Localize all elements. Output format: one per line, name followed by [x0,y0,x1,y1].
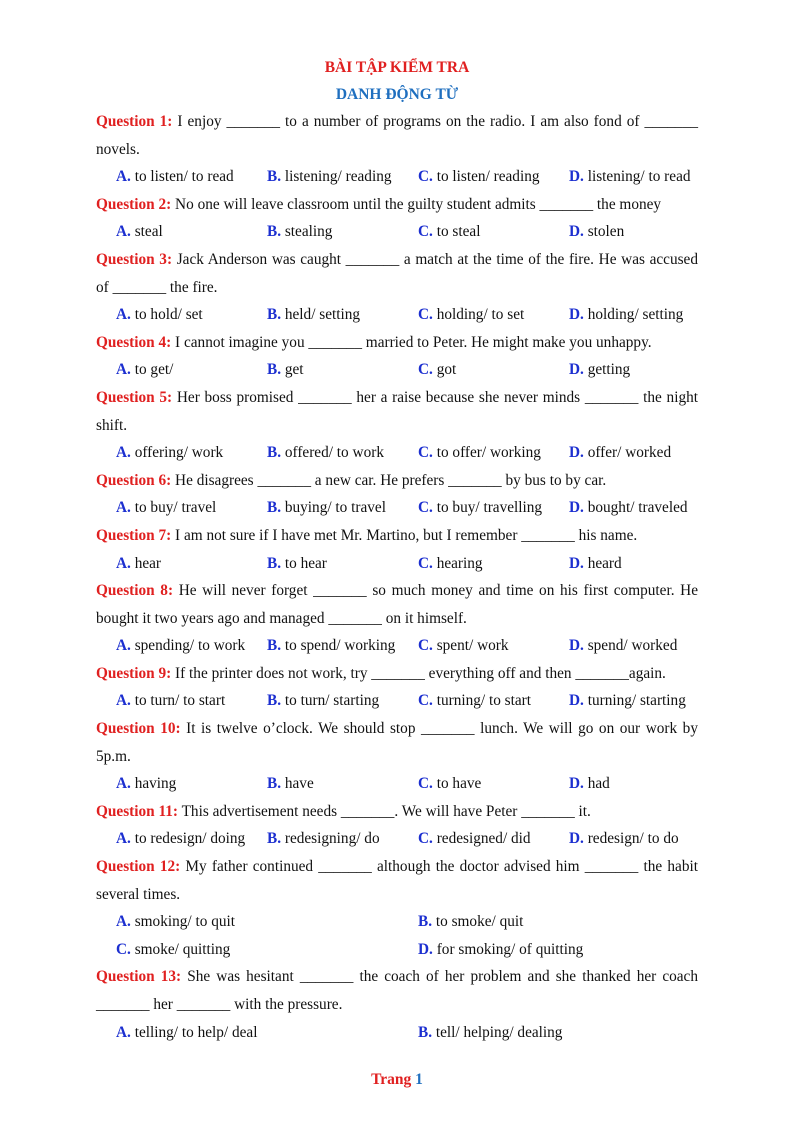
option-a[interactable] [116,687,267,715]
option-letter: C. [418,775,433,793]
option-letter: D. [569,306,584,324]
option-a[interactable] [116,770,267,798]
option-text: to get/ [130,361,174,379]
option-letter: C. [418,692,433,710]
question-text: I cannot imagine you _______ married to Peter. He might make you unhappy. [171,333,652,351]
option-text: to listen/ to read [130,168,234,186]
option-c[interactable] [418,218,569,246]
option-letter: D. [569,168,584,186]
option-text: holding/ to set [432,306,525,324]
option-letter: A. [116,554,131,572]
option-text: to turn/ to start [130,692,226,710]
question-text: He disagrees _______ a new car. He prefers _______ by bus to by car. [171,471,607,489]
option-a[interactable] [116,301,267,329]
option-b[interactable] [267,687,418,715]
option-a[interactable] [116,632,267,660]
option-text: for smoking/ of quitting [432,940,584,958]
page-subtitle: DANH ĐỘNG TỪ [335,86,459,103]
option-letter: B. [267,830,282,848]
option-a[interactable] [116,218,267,246]
option-text: buying/ to travel [281,499,386,517]
question-label: Question 7: [96,526,172,544]
option-text: tell/ helping/ dealing [432,1023,563,1041]
question-5 [96,384,698,439]
option-text: redesigned/ did [432,830,531,848]
question-label: Question 11: [96,802,179,820]
option-text: to hold/ set [130,306,203,324]
option-text: to buy/ travelling [432,499,543,517]
option-c[interactable] [418,439,569,467]
option-d[interactable] [569,494,720,522]
option-text: to offer/ working [432,444,541,462]
option-letter: B. [267,223,282,241]
question-6 [96,467,698,495]
option-letter: B. [267,361,282,379]
option-text: heard [583,554,622,572]
option-text: to steal [432,223,481,241]
option-d[interactable] [569,550,720,578]
option-b[interactable] [267,825,418,853]
question-label: Question 3: [96,250,173,268]
question-text: This advertisement needs _______. We will have Peter _______ it. [178,802,591,820]
option-text: held/ setting [281,306,361,324]
option-letter: C. [418,223,433,241]
question-label: Question 4: [96,333,172,351]
option-letter: D. [569,361,584,379]
question-text: If the printer does not work, try _______ everything off and then _______again. [171,664,666,682]
question-label: Question 6: [96,471,172,489]
option-letter: C. [418,499,433,517]
option-d[interactable] [569,356,720,384]
option-letter: B. [418,913,433,931]
option-letter: A. [116,775,131,793]
option-letter: B. [267,637,282,655]
option-letter: B. [267,775,282,793]
question-label: Question 1: [96,113,173,130]
option-text: redesign/ to do [583,830,679,848]
question-text: I enjoy _______ to a number of programs on the radio. I am also fond of _______ novels. [96,113,699,158]
option-letter: D. [569,444,584,462]
question-label: Question 5: [96,388,173,406]
option-letter: B. [267,444,282,462]
option-text: had [583,775,610,793]
option-text: to turn/ starting [281,692,380,710]
options-row [96,218,698,246]
question-13 [96,963,698,1018]
options-row [96,936,698,964]
option-text: to spend/ working [281,637,396,655]
option-text: turning/ starting [583,692,686,710]
option-a[interactable] [116,908,418,936]
options-row [96,770,698,798]
option-text: bought/ traveled [583,499,688,517]
option-letter: C. [116,940,131,958]
question-10 [96,715,698,770]
option-text: steal [130,223,163,241]
option-b[interactable] [267,550,418,578]
options-row [96,356,698,384]
option-text: hear [130,554,162,572]
option-letter: D. [569,637,584,655]
option-letter: B. [267,499,282,517]
option-letter: D. [569,830,584,848]
option-d[interactable] [569,632,720,660]
option-text: spent/ work [432,637,509,655]
option-a[interactable] [116,439,267,467]
option-a[interactable] [116,163,267,191]
option-a[interactable] [116,825,267,853]
option-text: getting [583,361,631,379]
option-text: turning/ to start [432,692,532,710]
question-text: It is twelve o’clock. We should stop _______ lunch. We will go on our work by 5p.m. [96,720,698,765]
question-label: Question 2: [96,195,172,213]
option-letter: A. [116,361,131,379]
option-a[interactable] [116,494,267,522]
option-c[interactable] [418,770,569,798]
option-c[interactable] [418,687,569,715]
option-letter: A. [116,692,131,710]
option-d[interactable] [569,825,720,853]
option-letter: D. [569,692,584,710]
option-letter: B. [267,306,282,324]
option-letter: B. [267,692,282,710]
option-text: offer/ worked [583,444,672,462]
question-3 [96,246,698,301]
option-d[interactable] [569,218,720,246]
option-letter: A. [116,499,131,517]
option-letter: A. [116,306,131,324]
question-text: I am not sure if I have met Mr. Martino, but I remember _______ his name. [171,526,638,544]
page-footer [0,1071,794,1089]
question-label: Question 9: [96,664,172,682]
option-b[interactable] [267,218,418,246]
question-label: Question 10: [96,720,181,738]
question-text: My father continued _______ although the doctor advised him _______ the habit several times. [96,858,698,903]
option-d[interactable] [418,936,720,964]
option-letter: A. [116,168,131,186]
option-text: holding/ setting [583,306,684,324]
option-letter: D. [569,499,584,517]
option-b[interactable] [267,439,418,467]
option-b[interactable] [267,301,418,329]
question-label: Question 12: [96,858,181,876]
option-letter: C. [418,554,433,572]
option-text: have [281,775,314,793]
option-text: get [281,361,304,379]
option-text: smoking/ to quit [130,913,235,931]
question-text: She was hesitant _______ the coach of her problem and she thanked her coach _______ her _______ with the pressure. [96,968,698,1013]
page-content [96,54,698,1046]
option-b[interactable] [267,494,418,522]
option-text: listening/ to read [583,168,691,186]
question-1 [96,108,698,163]
option-a[interactable] [116,356,267,384]
option-letter: C. [418,444,433,462]
option-letter: C. [418,361,433,379]
option-letter: C. [418,168,433,186]
footer-page-word: Trang [371,1071,412,1088]
question-4 [96,329,698,357]
question-2 [96,191,698,219]
option-text: to have [432,775,482,793]
option-d[interactable] [569,770,720,798]
option-text: to hear [281,554,327,572]
question-label: Question 13: [96,968,182,986]
option-c[interactable] [418,494,569,522]
option-letter: C. [418,637,433,655]
option-letter: A. [116,223,131,241]
option-text: stolen [583,223,625,241]
question-text: Her boss promised _______ her a raise because she never minds _______ the night shift. [96,388,698,434]
option-text: stealing [281,223,333,241]
option-letter: A. [116,830,131,848]
option-text: smoke/ quitting [130,940,231,958]
option-text: hearing [432,554,483,572]
option-letter: D. [418,940,433,958]
option-letter: A. [116,913,131,931]
option-b[interactable] [267,356,418,384]
option-letter: A. [116,444,131,462]
option-d[interactable] [569,163,720,191]
option-c[interactable] [418,163,569,191]
option-d[interactable] [569,301,720,329]
option-c[interactable] [418,550,569,578]
question-text: No one will leave classroom until the guilty student admits _______ the money [171,195,662,213]
option-a[interactable] [116,550,267,578]
option-c[interactable] [116,936,418,964]
page-number: 1 [415,1071,423,1088]
options-row [96,687,698,715]
options-row [96,825,698,853]
option-letter: D. [569,775,584,793]
question-text: He will never forget _______ so much money and time on his first computer. He bought it two years ago and managed _______ on it himself. [96,582,698,627]
options-row [96,439,698,467]
question-7 [96,522,698,550]
option-d[interactable] [569,687,720,715]
options-row [96,632,698,660]
option-text: listening/ reading [281,168,392,186]
option-text: to smoke/ quit [432,913,524,931]
options-row [96,1019,698,1047]
option-letter: B. [418,1023,433,1041]
option-text: to listen/ reading [432,168,540,186]
question-8 [96,577,698,632]
options-row [96,301,698,329]
option-c[interactable] [418,356,569,384]
page-title: BÀI TẬP KIỂM TRA [324,59,470,76]
option-text: spend/ worked [583,637,678,655]
option-letter: A. [116,637,131,655]
options-row [96,550,698,578]
option-letter: B. [267,554,282,572]
option-d[interactable] [569,439,720,467]
option-letter: C. [418,830,433,848]
options-row [96,163,698,191]
option-text: to buy/ travel [130,499,217,517]
option-letter: A. [116,1023,131,1041]
option-letter: B. [267,168,282,186]
option-b[interactable] [418,1019,720,1047]
question-label: Question 8: [96,582,174,600]
option-text: redesigning/ do [281,830,380,848]
option-text: telling/ to help/ deal [130,1023,258,1041]
question-text: Jack Anderson was caught _______ a match at the time of the fire. He was accused of _______ the fire. [96,250,698,296]
options-row [96,908,698,936]
option-text: offering/ work [130,444,224,462]
option-b[interactable] [267,163,418,191]
option-letter: D. [569,223,584,241]
option-text: having [130,775,177,793]
question-12 [96,853,698,908]
option-b[interactable] [267,632,418,660]
option-c[interactable] [418,825,569,853]
question-11 [96,798,698,826]
option-letter: C. [418,306,433,324]
options-row [96,494,698,522]
option-text: offered/ to work [281,444,384,462]
option-b[interactable] [418,908,720,936]
question-9 [96,660,698,688]
option-c[interactable] [418,632,569,660]
option-text: got [432,361,457,379]
option-letter: D. [569,554,584,572]
option-text: spending/ to work [130,637,246,655]
option-b[interactable] [267,770,418,798]
option-c[interactable] [418,301,569,329]
option-text: to redesign/ doing [130,830,246,848]
option-a[interactable] [116,1019,418,1047]
